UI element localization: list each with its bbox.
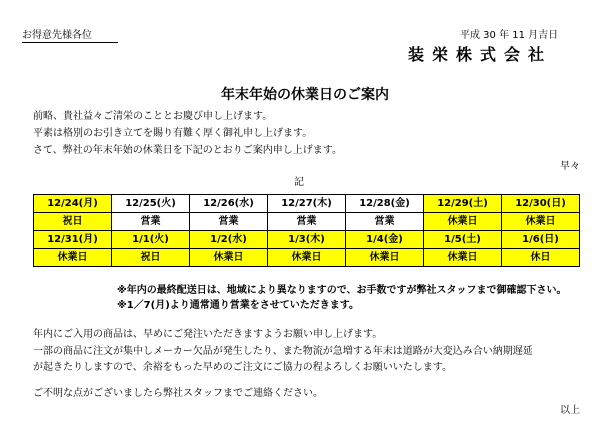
status-cell: 休業日 [502,213,580,231]
date-cell: 1/4(金) [346,231,424,249]
greeting-line: 前略、貴社益々ご清栄のこととお慶び申し上げます。 [33,111,273,122]
recipient-heading: お得意先様各位 [22,26,118,43]
week2-status-row [34,249,580,267]
ki-label: 記 [294,177,304,188]
status-cell: 営業 [112,213,190,231]
date-cell: 12/24(月) [34,195,112,213]
body-line: 年内にご入用の商品は、早めにご発注いただきますようお願い申し上げます。 [33,329,383,340]
greeting-line: さて、弊社の年末年始の休業日を下記のとおりご案内申し上げます。 [33,145,342,156]
status-cell: 営業 [190,213,268,231]
status-cell: 休業日 [346,249,424,267]
status-cell: 営業 [346,213,424,231]
status-cell: 営業 [268,213,346,231]
status-cell: 休業日 [190,249,268,267]
status-cell: 祝日 [112,249,190,267]
resume-note: ※1／7(月)より通常通り営業をさせていただきます。 [117,300,359,311]
date-cell: 12/29(土) [424,195,502,213]
status-cell: 祝日 [34,213,112,231]
company-name: 装栄株式会社 [408,45,553,64]
delivery-note: ※年内の最終配送日は、地域により異なりますので、お手数ですが弊社スタッフまで御確認下さい。 [117,285,567,296]
contact-line: ご不明な点がございましたら弊社スタッフまでご連絡ください。 [33,388,323,399]
greeting-line: 平素は格別のお引き立てを賜り有難く厚く御礼申し上げます。 [33,128,313,139]
status-cell: 休業日 [424,249,502,267]
end-word: 以上 [560,405,580,416]
status-cell: 休業日 [268,249,346,267]
issue-date: 平成 30 年 11 月吉日 [460,30,559,41]
status-cell: 休日 [502,249,580,267]
document-title: 年末年始の休業日のご案内 [221,87,389,103]
date-cell: 1/1(火) [112,231,190,249]
date-cell: 12/30(日) [502,195,580,213]
date-cell: 1/5(土) [424,231,502,249]
date-cell: 12/31(月) [34,231,112,249]
week1-status-row [34,213,580,231]
closing-word: 早々 [560,161,580,172]
date-cell: 12/26(水) [190,195,268,213]
status-cell: 休業日 [424,213,502,231]
date-cell: 1/3(木) [268,231,346,249]
week1-date-row [34,195,580,213]
status-cell: 休業日 [34,249,112,267]
body-line: 一部の商品に注文が集中しメーカー欠品が発生したり、また物流が急増する年末は道路が大変込み合い納期遅延 [33,346,533,357]
holiday-calendar-table [33,194,580,267]
date-cell: 12/28(金) [346,195,424,213]
week2-date-row [34,231,580,249]
date-cell: 1/6(日) [502,231,580,249]
body-line: が起きたりしますので、余裕をもった早めのご注文にご協力の程よろしくお願いいたします。 [33,362,452,373]
date-cell: 1/2(水) [190,231,268,249]
date-cell: 12/27(木) [268,195,346,213]
date-cell: 12/25(火) [112,195,190,213]
